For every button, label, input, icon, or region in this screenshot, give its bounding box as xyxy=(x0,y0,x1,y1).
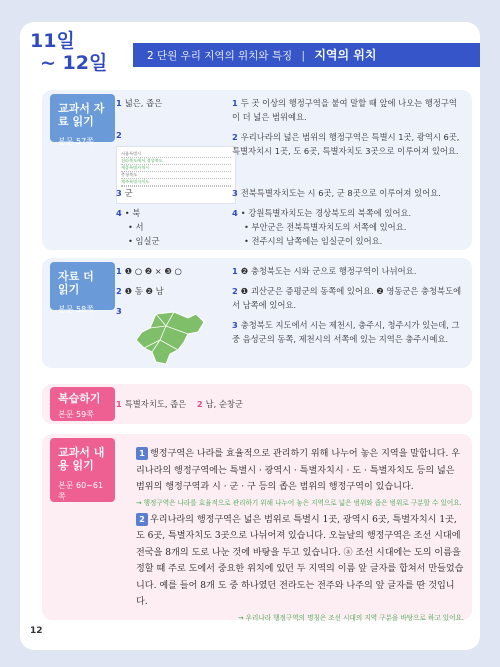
explanation-column-lower xyxy=(232,186,464,248)
explanation-item-4: 4 • 강원특별자치도는 경상북도의 북쪽에 있어요. xyxy=(232,208,412,218)
answer-item-2: 2 ❶ 동 ❷ 남 xyxy=(116,286,164,296)
section-more-data xyxy=(42,258,472,368)
section-tag xyxy=(50,438,115,502)
answer-item-1: 1 ❶ ○ ❷ × ❸ ○ xyxy=(116,266,182,276)
explanation-item-2: 2 ❶ 괴산군은 증평군의 동쪽에 있어요. ❷ 영동군은 충청북도에서 남쪽에 있어요. xyxy=(232,286,462,310)
review-item-2: 2 남, 순창군 xyxy=(196,399,243,409)
section-review xyxy=(42,384,472,424)
section-tag xyxy=(50,387,115,421)
section-textbook-reading xyxy=(42,434,472,620)
review-answers xyxy=(116,397,456,411)
paragraph-2: 2 우리나라의 행정구역은 넓은 범위로 특별시 1곳, 광역시 6곳, 특별자치시 1곳, 도 6곳, 특별자치도 3곳으로 나뉘어져 있습니다. 오늘날의 행정구역은 조선 시대에 전국을 8개의 도로 나눈 것에 바탕을 두고 있습니다. ⓐ 조선 시대에는 도의 이름을 정할 때 주로 도에서 중요한 위치에 있던 두 지역의 이름 앞 글자를 합쳐서 만들었습니다. 예를 들어 8개 도 중 하나였던 전라도는 전주와 나주의 앞 글자를 딴 것입니다. xyxy=(136,514,464,607)
section-tag-title: 교과서 자료 읽기 xyxy=(58,102,105,128)
section-tag xyxy=(50,262,115,314)
answer-item-3: 3 xyxy=(116,306,122,316)
explanation-item-1: 1 두 곳 이상의 행정구역을 붙여 말할 때 앞에 나오는 행정구역이 더 넓은 범위예요. xyxy=(232,98,457,122)
paragraph-number: 1 xyxy=(136,447,148,460)
lesson-topic: 지역의 위치 xyxy=(314,48,377,62)
section-tag-page: 본문 60~61쪽 xyxy=(58,481,104,501)
section-tag-page: 본문 58쪽 xyxy=(58,305,94,314)
page-number: 12 xyxy=(30,626,43,636)
lesson-header-bar xyxy=(133,43,480,67)
explanation-item-3: 3 전북특별자치도는 시 6곳, 군 8곳으로 이루어져 있어요. xyxy=(232,188,441,198)
review-item-1: 1 특별자치도, 좁은 xyxy=(116,399,187,409)
section-tag xyxy=(50,94,115,146)
paragraph-1: 1 행정구역은 나라를 효율적으로 관리하기 위해 나누어 놓은 지역을 말합니다. 우리나라의 행정구역에는 특별시 · 광역시 · 특별자치시 · 도 · 특별자치도 등의 넓은 범위의 행정구역과 시 · 군 · 구 등의 좁은 범위의 행정구역이 있습니다. xyxy=(136,449,461,492)
answer-column xyxy=(116,96,226,142)
answer-item-3: 3 군 xyxy=(116,188,133,198)
day-range-label xyxy=(30,30,107,74)
section-tag-page: 본문 59쪽 xyxy=(58,410,94,419)
section-tag-title: 자료 더 읽기 xyxy=(58,270,94,296)
answer-item-4c: • 임실군 xyxy=(128,236,160,246)
answer-item-2: 2 xyxy=(116,130,122,140)
section-tag-title: 교과서 내용 읽기 xyxy=(58,446,105,472)
header-divider: | xyxy=(301,50,305,62)
worksheet-thumbnail: 서울특별시 전라북도에서 경상북도 세종특별자치시 충청북도 제주특별자치도 xyxy=(116,146,236,204)
day-line-1: 11일 xyxy=(30,30,75,52)
explanation-item-1: 1 ❷ 충청북도는 시와 군으로 행정구역이 나뉘어요. xyxy=(232,266,417,276)
explanation-item-4c: • 전주시의 남쪽에는 임실군이 있어요. xyxy=(244,236,383,246)
annotation-note-2: → 우리나라 행정구역의 명칭은 조선 시대의 지역 구분을 바탕으로 하고 있어요. xyxy=(237,613,464,622)
explanation-item-2: 2 우리나라의 넓은 범위의 행정구역은 특별시 1곳, 광역시 6곳, 특별자치시 1곳, 도 6곳, 특별자치도 3곳으로 이루어져 있어요. xyxy=(232,132,460,156)
answer-item-4b: • 서 xyxy=(128,222,144,232)
section-tag-page: 본문 57쪽 xyxy=(58,137,94,146)
explanation-column xyxy=(232,264,464,346)
explanation-item-4b: • 부안군은 전북특별자치도의 서쪽에 있어요. xyxy=(244,222,407,232)
answer-column-lower xyxy=(116,186,226,248)
day-line-2: ~ 12일 xyxy=(40,52,108,74)
answer-item-1: 1 넓은, 좁은 xyxy=(116,98,163,108)
answer-item-4: 4 • 북 xyxy=(116,208,141,218)
reading-passage xyxy=(136,446,464,627)
section-textbook-data xyxy=(42,90,472,250)
explanation-column xyxy=(232,96,464,158)
explanation-item-3: 3 충청북도 지도에서 시는 제천시, 충주시, 청주시가 있는데, 그 중 음성군의 동쪽, 제천시의 서쪽에 있는 지역은 충주시예요. xyxy=(232,320,460,344)
unit-label: 2 단원 xyxy=(147,50,178,62)
unit-subtitle: 우리 지역의 위치와 특징 xyxy=(180,50,293,62)
annotation-note-1: → 행정구역은 나라를 효율적으로 관리하기 위해 나누어 놓은 지역으로 넓은 범위와 좁은 범위로 구분할 수 있어요. xyxy=(136,498,462,507)
chungbuk-map-icon xyxy=(126,310,216,366)
paragraph-number: 2 xyxy=(136,513,148,526)
section-tag-title: 복습하기 xyxy=(58,392,101,405)
